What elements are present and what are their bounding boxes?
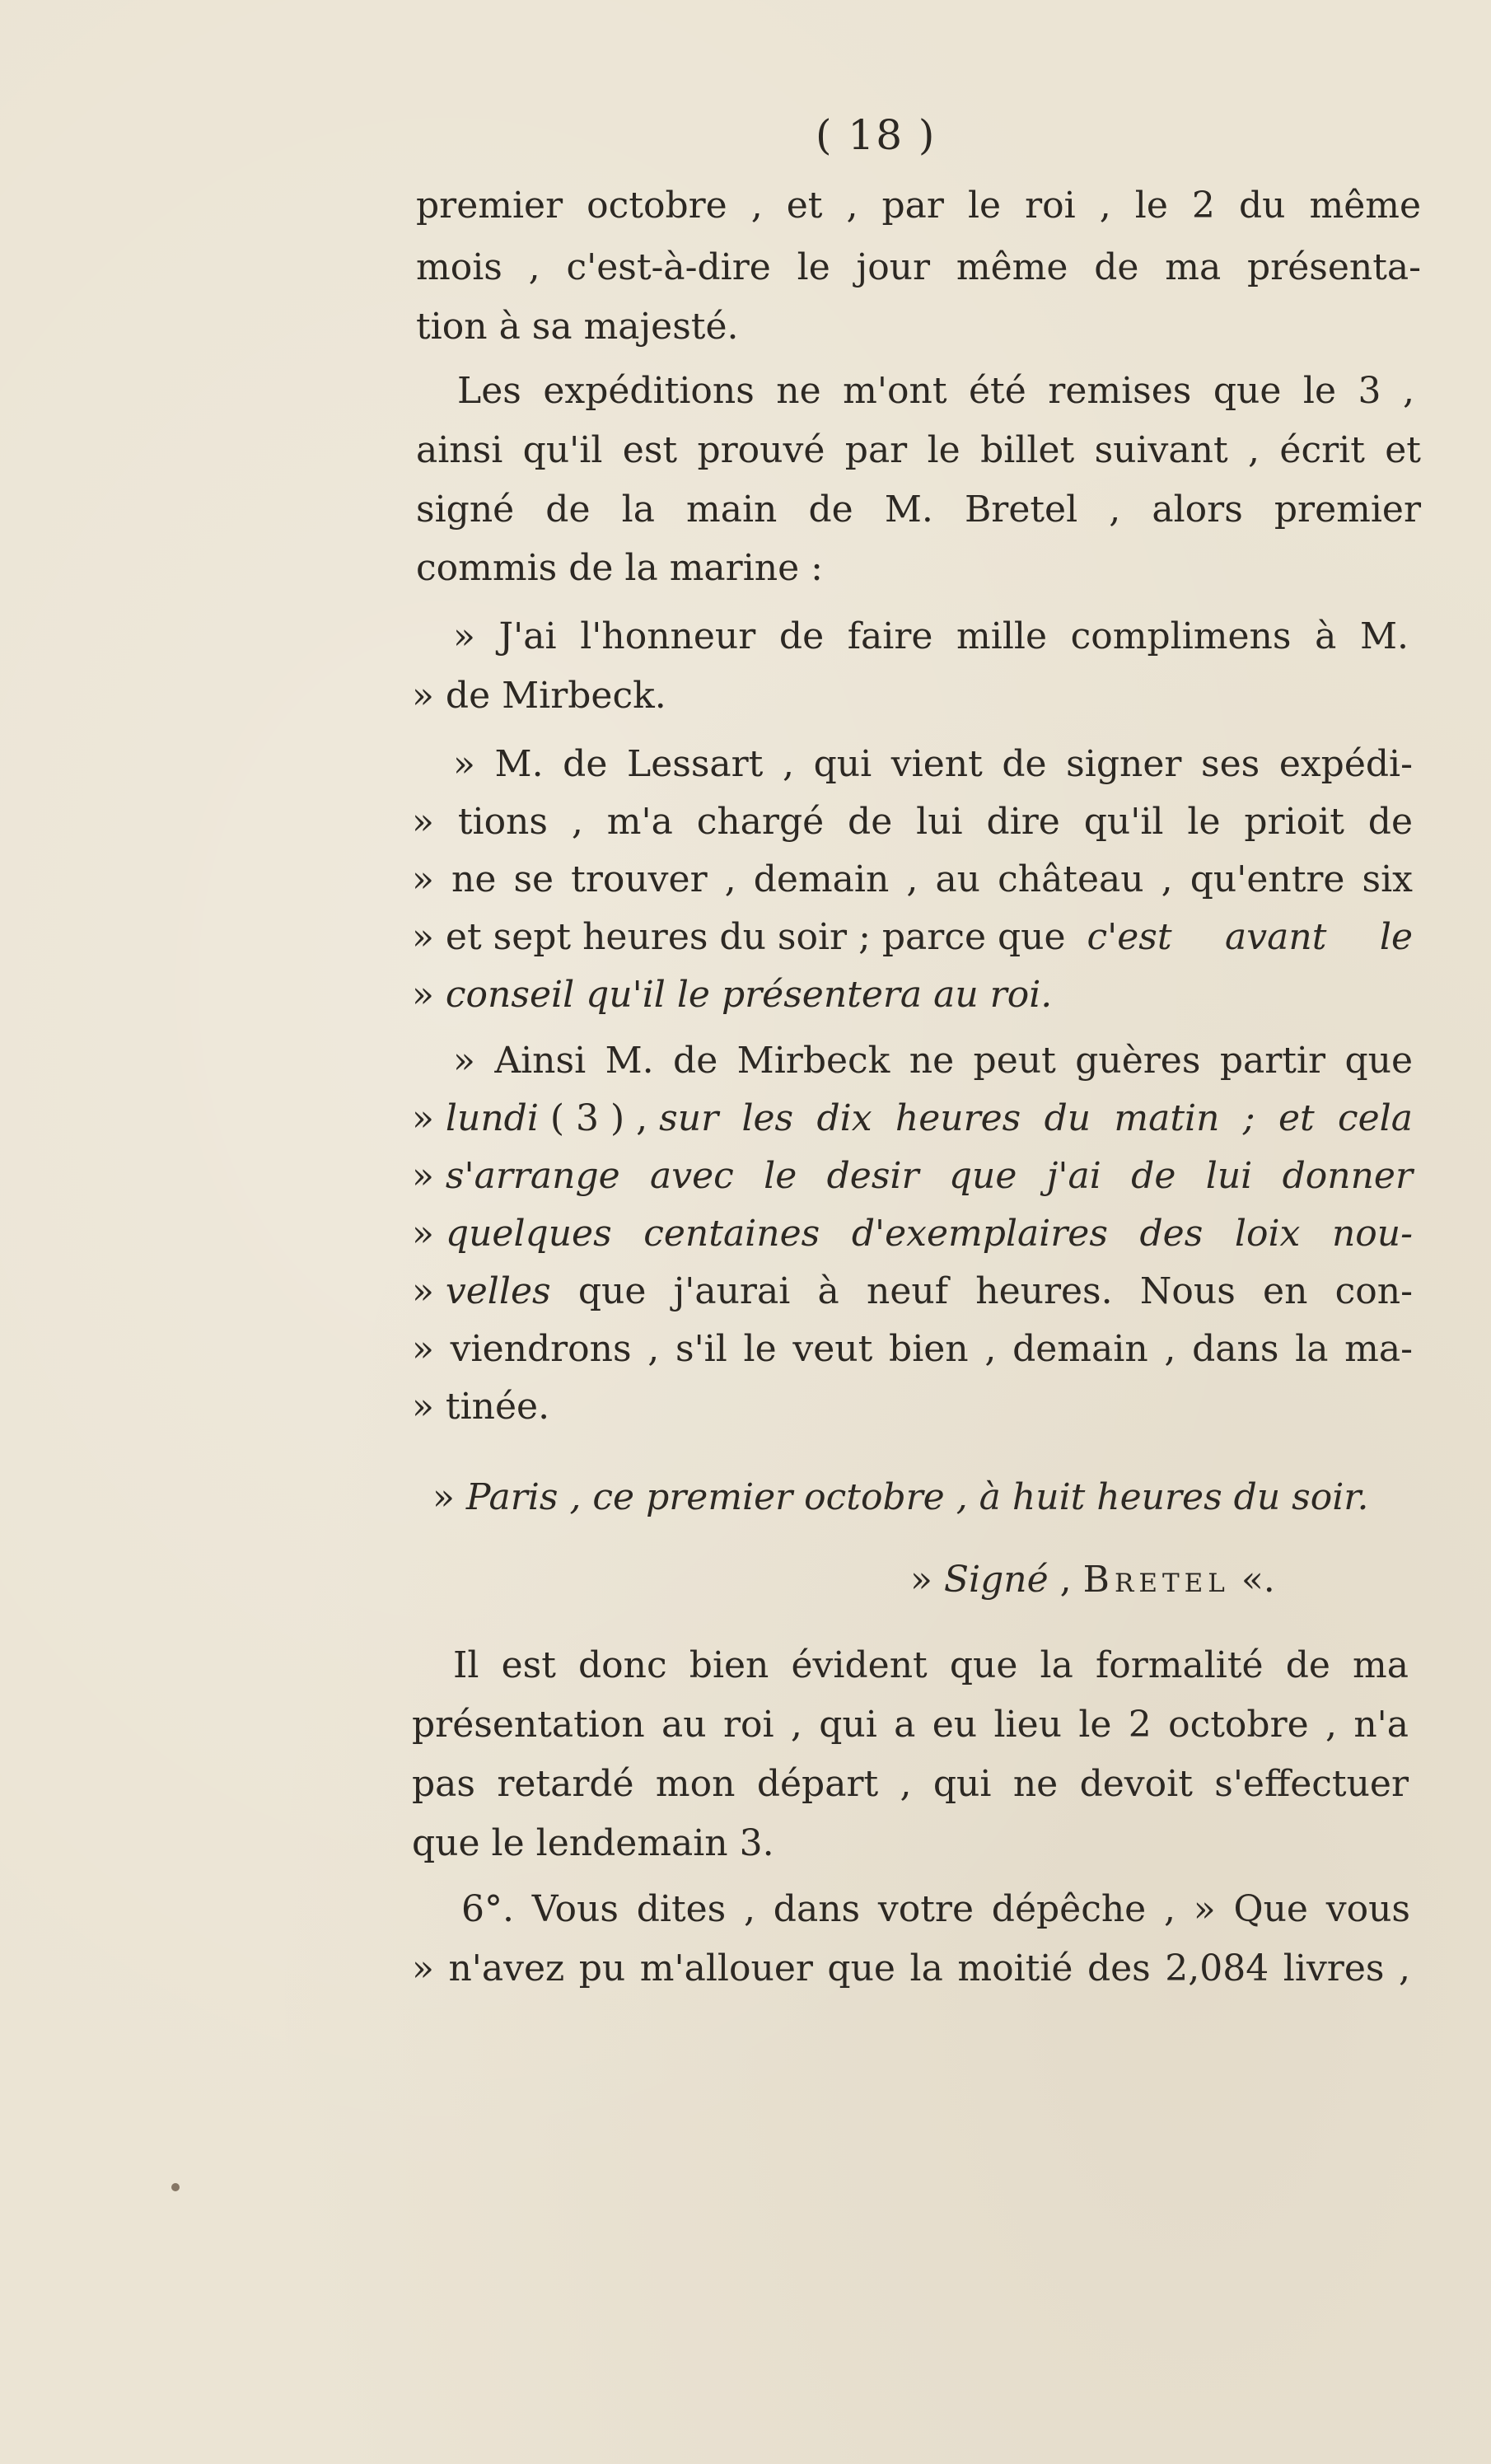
text-line [412, 974, 1417, 1016]
page-number: ( 18 ) [816, 111, 937, 159]
text-span: » [910, 1559, 944, 1601]
text-span: » et sept heures du soir ; parce que [412, 916, 1077, 958]
text-line [910, 1559, 1275, 1601]
text-span: » [412, 974, 446, 1016]
text-line: » J'ai l'honneur de faire mille complimens à M. [453, 615, 1409, 657]
text-line: » M. de Lessart , qui vient de signer ses expédi- [453, 743, 1413, 785]
text-line: premier octobre , et , par le roi , le 2 du même [416, 185, 1421, 227]
text-span: » [432, 1476, 466, 1518]
text-line: » tinée. [412, 1386, 550, 1428]
text-line: que le lendemain 3. [412, 1822, 774, 1864]
text-span-italic: lundi [445, 1097, 539, 1139]
text-line [412, 1270, 1413, 1312]
text-line [412, 1213, 1413, 1255]
text-line: » Ainsi M. de Mirbeck ne peut guères partir que [453, 1040, 1413, 1082]
text-line: » tions , m'a chargé de lui dire qu'il le prioit de [412, 801, 1413, 843]
text-span: » [412, 1097, 446, 1139]
text-span-italic: Signé [943, 1559, 1049, 1601]
text-span: » [412, 1270, 446, 1312]
text-span-italic: s'arrange avec le desir que j'ai de lui donner [445, 1155, 1413, 1197]
text-line [432, 1476, 1437, 1518]
text-span: » [412, 1155, 446, 1197]
text-span: «. [1229, 1559, 1275, 1601]
text-span: ( 3 ) , [538, 1097, 660, 1139]
text-span-smallcaps: Bretel [1082, 1559, 1230, 1601]
text-line: commis de la marine : [416, 547, 823, 589]
text-line: ainsi qu'il est prouvé par le billet suivant , écrit et [416, 429, 1421, 471]
text-line: Les expéditions ne m'ont été remises que le 3 , [457, 370, 1414, 412]
text-line: mois , c'est-à-dire le jour même de ma présenta- [416, 246, 1421, 288]
text-line: 6°. Vous dites , dans votre dépêche , » Que vous [461, 1888, 1410, 1930]
text-line: » ne se trouver , demain , au château , qu'entre six [412, 858, 1413, 900]
text-line: signé de la main de M. Bretel , alors premier [416, 489, 1421, 531]
text-line: » n'avez pu m'allouer que la moitié des 2,084 livres , [412, 1947, 1410, 1989]
ink-speck [171, 2183, 180, 2191]
text-line: » de Mirbeck. [412, 675, 666, 717]
text-line [412, 1155, 1413, 1197]
text-line [412, 1097, 1413, 1139]
text-span: que j'aurai à neuf heures. Nous en con- [550, 1270, 1413, 1312]
text-span: » [412, 1213, 446, 1255]
text-line: Il est donc bien évident que la formalité de ma [453, 1644, 1409, 1686]
text-line: pas retardé mon départ , qui ne devoit s'effectuer [412, 1763, 1409, 1805]
text-span-italic: velles [445, 1270, 551, 1312]
text-line: présentation au roi , qui a eu lieu le 2 octobre , n'a [412, 1704, 1409, 1746]
text-span-italic: sur les dix heures du matin ; et cela [659, 1097, 1413, 1139]
text-span: , [1048, 1559, 1083, 1601]
text-line: tion à sa majesté. [416, 306, 739, 348]
text-span-italic: conseil qu'il le présentera au roi. [445, 974, 1053, 1016]
text-span-italic: Paris , ce premier octobre , à huit heures du soir. [465, 1476, 1369, 1518]
text-span-italic: c'est avant le [1087, 916, 1413, 958]
text-line [412, 916, 1413, 958]
text-line: » viendrons , s'il le veut bien , demain , dans la ma- [412, 1328, 1413, 1370]
text-span-italic: quelques centaines d'exemplaires des loix nou- [445, 1213, 1413, 1255]
